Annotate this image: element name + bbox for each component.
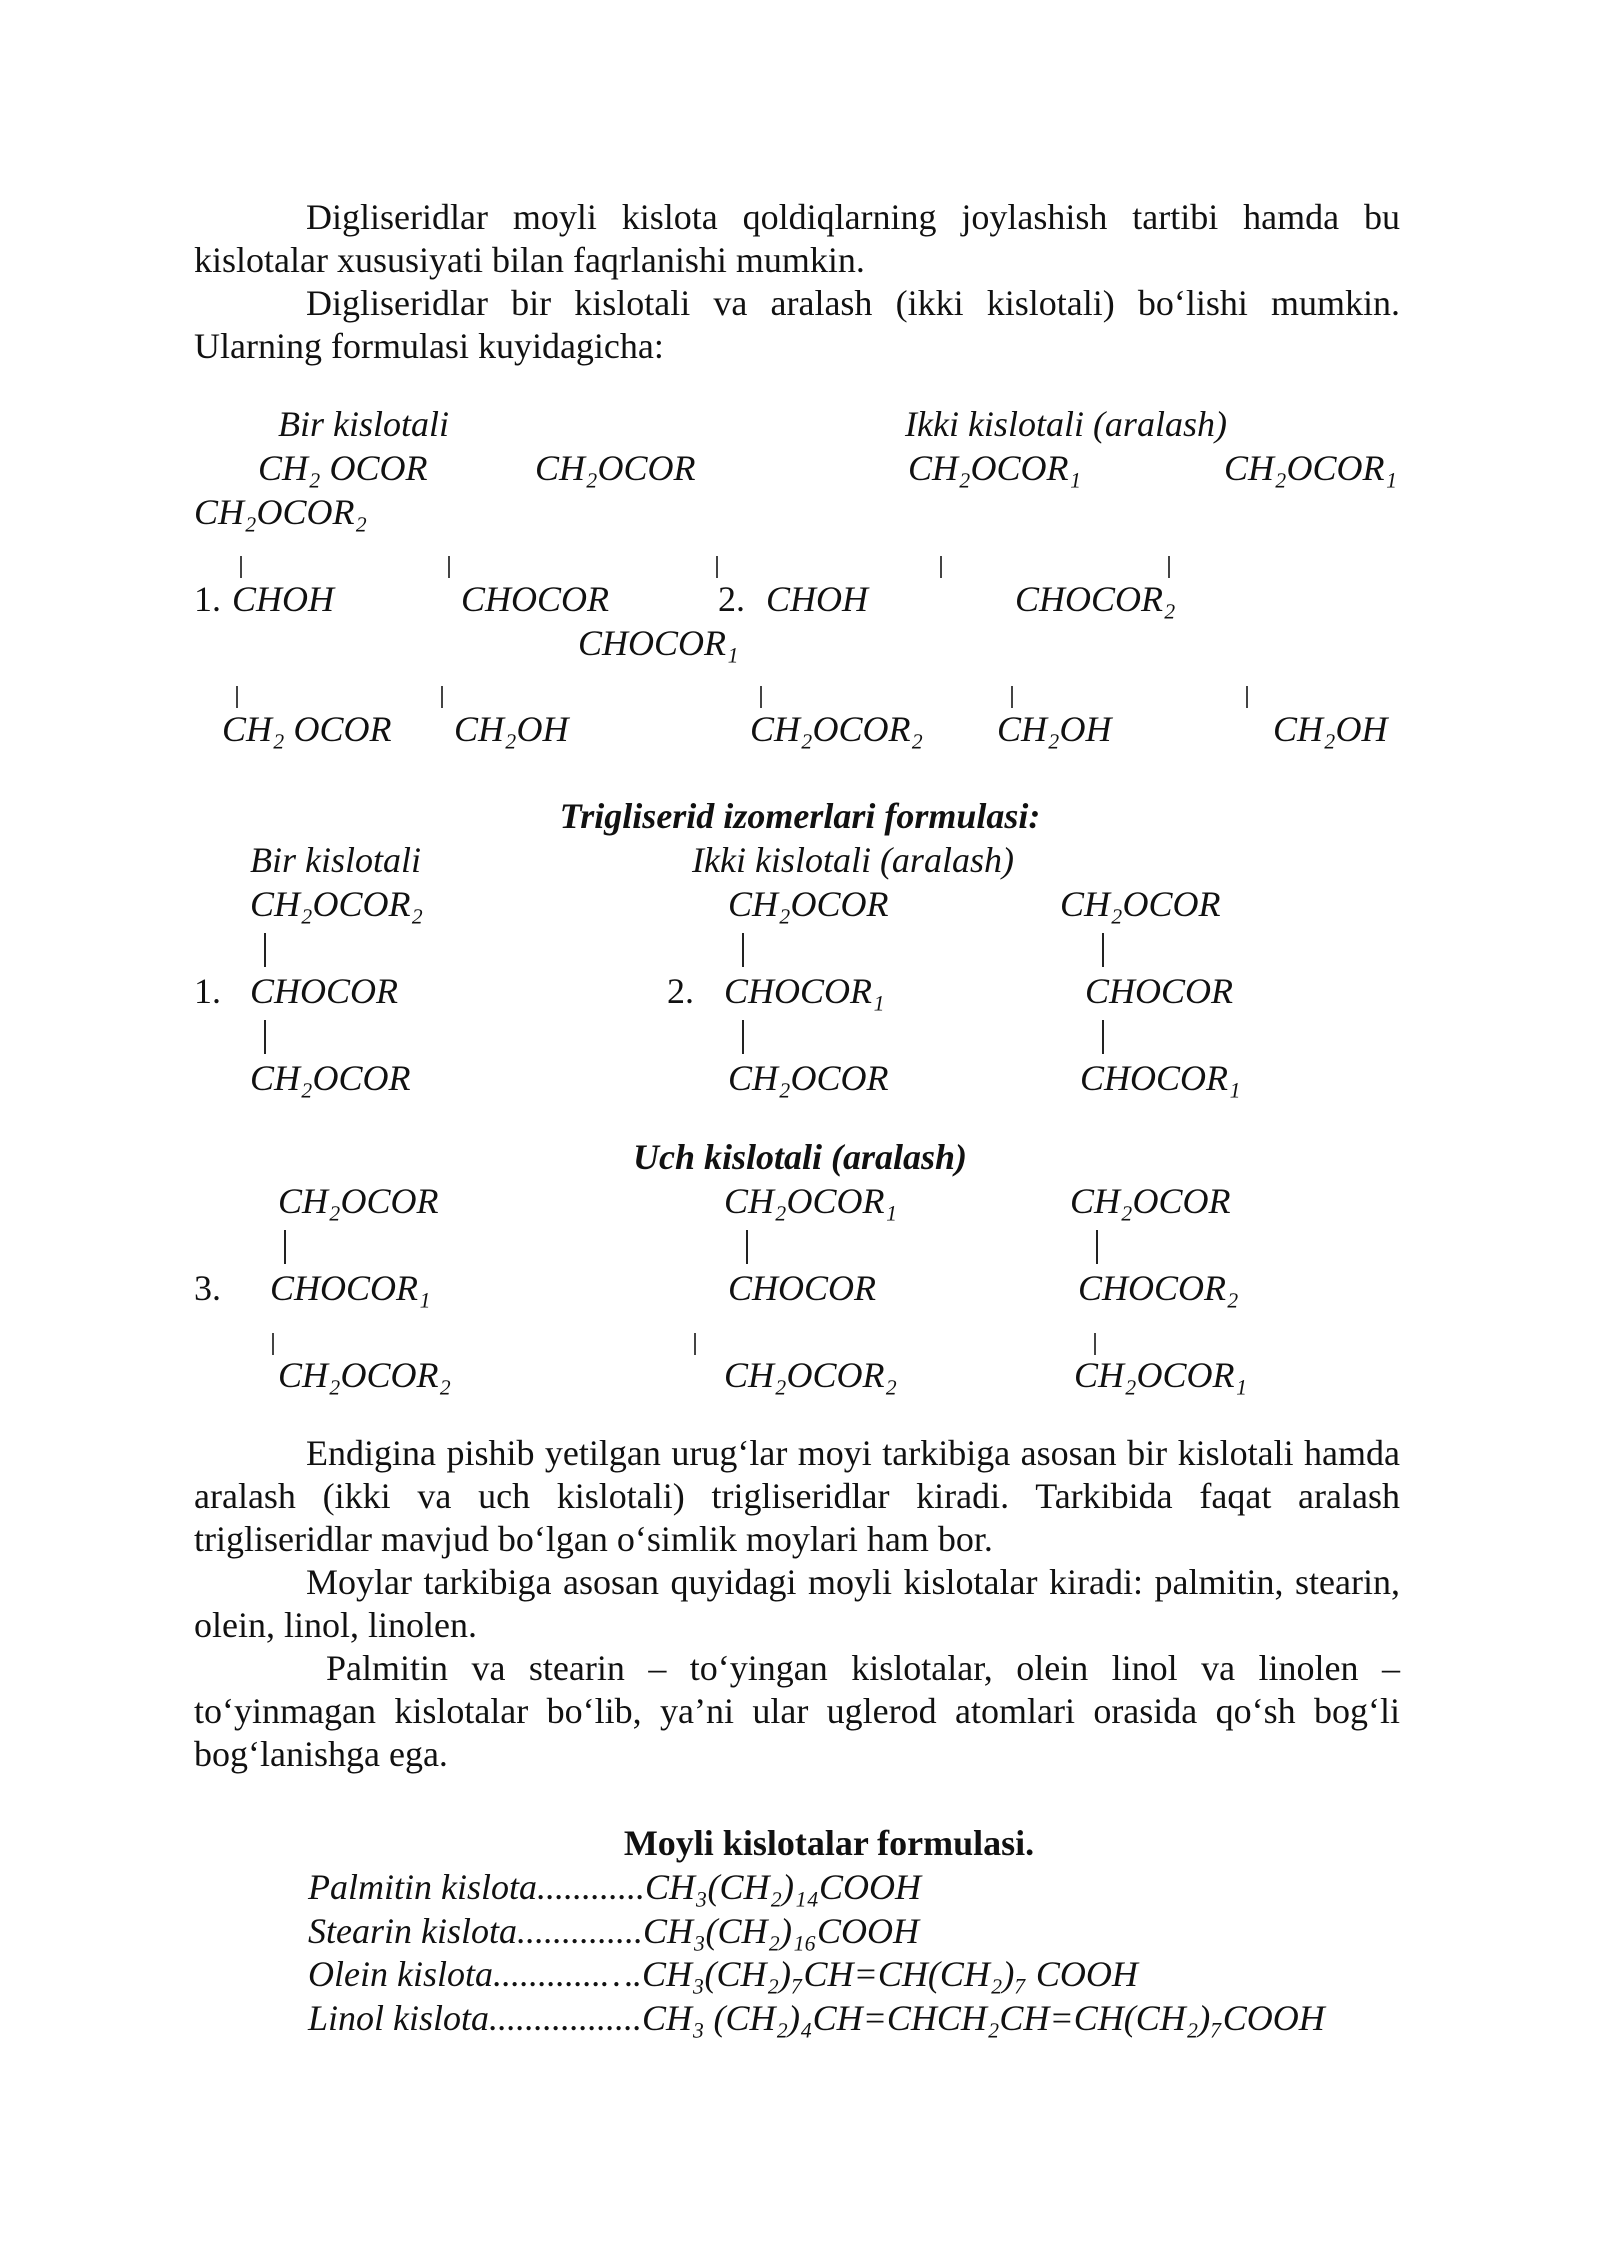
formula-number: 1. <box>194 579 221 619</box>
bond-line <box>1168 556 1170 578</box>
bond-line <box>264 1020 266 1054</box>
uch-kislotali-heading: Uch kislotali (aralash) <box>632 1137 968 1177</box>
bond-line <box>448 556 450 578</box>
acid-formula-olein: Olein kislota............….CH₃(CH₂)₇CH=CH(CH₂)₇ COOH <box>308 1954 1138 1994</box>
bond-line <box>742 933 744 967</box>
bond-line <box>940 556 942 578</box>
formula: CH₂OCOR <box>250 1058 411 1098</box>
formula: CHOCOR <box>250 971 399 1011</box>
formula: CHOCOR₂ <box>1078 1268 1239 1308</box>
formula: CH₂OCOR₁ <box>908 448 1082 488</box>
bond-line <box>742 1020 744 1054</box>
formula: CH₂OCOR₁ <box>1074 1355 1248 1395</box>
formula: CH₂OCOR₂ <box>194 492 368 532</box>
formula: CH₂OCOR₂ <box>278 1355 452 1395</box>
formula-number: 2. <box>718 579 745 619</box>
bond-line <box>272 1333 274 1355</box>
bond-line <box>1102 933 1104 967</box>
formula: CH₂ OCOR <box>222 709 392 749</box>
formula: CH₂OCOR₁ <box>1224 448 1398 488</box>
bond-line <box>1094 1333 1096 1355</box>
formula: CHOCOR <box>1085 971 1234 1011</box>
formula: CHOCOR <box>461 579 610 619</box>
bond-line <box>1102 1020 1104 1054</box>
formula: CH₂OCOR₂ <box>750 709 924 749</box>
formula: CH₂OCOR₁ <box>724 1181 898 1221</box>
formula: CHOCOR₁ <box>1080 1058 1241 1098</box>
bond-line <box>1246 686 1248 708</box>
formula: CH₂OCOR <box>535 448 696 488</box>
body-paragraph-1: Endigina pishib yetilgan urug‘lar moyi tarkibiga asosan bir kislotali hamda aralash (ikki va uch kislotali) trigliseridlar kiradi. Tarkibida faqat aralash trigliseridlar mavjud bo‘lgan o‘simlik moylari ham bor. <box>194 1433 1400 1559</box>
formula-number: 1. <box>194 971 221 1011</box>
formula: CH₂OH <box>454 709 569 749</box>
bond-line <box>760 686 762 708</box>
digliserid-label-single: Bir kislotali <box>278 404 449 444</box>
acids-heading: Moyli kislotalar formulasi. <box>623 1823 1035 1863</box>
trigliserid-heading: Trigliserid izomerlari formulasi: <box>559 796 1041 836</box>
formula: CHOCOR₁ <box>270 1268 431 1308</box>
bond-line <box>264 933 266 967</box>
formula: CHOH <box>232 579 335 619</box>
trigliserid-label-single: Bir kislotali <box>250 840 421 880</box>
formula: CH₂OCOR <box>1060 884 1221 924</box>
bond-line <box>716 556 718 578</box>
formula: CH₂OCOR <box>728 1058 889 1098</box>
formula: CH₂OCOR <box>1070 1181 1231 1221</box>
formula: CH₂OCOR <box>278 1181 439 1221</box>
bond-line <box>236 686 238 708</box>
formula-number: 3. <box>194 1268 221 1308</box>
formula: CHOCOR₂ <box>1015 579 1176 619</box>
body-paragraph-3: Palmitin va stearin – to‘yingan kislotalar, olein linol va linolen – to‘yinmagan kislotalar bo‘lib, ya’ni ular uglerod atomlari orasida qo‘sh bog‘li bog‘lanishga ega. <box>194 1648 1400 1774</box>
formula: CHOCOR₁ <box>724 971 885 1011</box>
formula: CH₂OH <box>997 709 1112 749</box>
formula: CHOH <box>766 579 869 619</box>
body-paragraph-2: Moylar tarkibiga asosan quyidagi moyli kislotalar kiradi: palmitin, stearin, olein, linol, linolen. <box>194 1562 1400 1645</box>
acid-formula-stearin: Stearin kislota..............CH₃(CH₂)₁₆COOH <box>308 1911 920 1951</box>
trigliserid-label-mixed: Ikki kislotali (aralash) <box>692 840 1014 880</box>
intro-paragraph-1: Digliseridlar moyli kislota qoldiqlarning joylashish tartibi hamda bu kislotalar xususiyati bilan faqrlanishi mumkin. <box>194 197 1400 280</box>
formula: CH₂ OCOR <box>258 448 428 488</box>
formula-number: 2. <box>667 971 694 1011</box>
bond-line <box>240 556 242 578</box>
bond-line <box>441 686 443 708</box>
bond-line <box>694 1333 696 1355</box>
bond-line <box>1096 1230 1098 1264</box>
bond-line <box>1011 686 1013 708</box>
digliserid-label-mixed: Ikki kislotali (aralash) <box>905 404 1227 444</box>
bond-line <box>746 1230 748 1264</box>
formula: CHOCOR <box>728 1268 877 1308</box>
formula: CH₂OCOR <box>728 884 889 924</box>
acid-formula-palmitin: Palmitin kislota............CH₃(CH₂)₁₄COOH <box>308 1867 922 1907</box>
formula: CH₂OH <box>1273 709 1388 749</box>
formula: CH₂OCOR₂ <box>250 884 424 924</box>
formula: CHOCOR₁ <box>578 623 739 663</box>
acid-formula-linol: Linol kislota.................CH₃ (CH₂)₄CH=CHCH₂CH=CH(CH₂)₇COOH <box>308 1998 1325 2038</box>
intro-paragraph-2: Digliseridlar bir kislotali va aralash (ikki kislotali) bo‘lishi mumkin. Ularning formulasi kuyidagicha: <box>194 283 1400 366</box>
formula: CH₂OCOR₂ <box>724 1355 898 1395</box>
bond-line <box>284 1230 286 1264</box>
